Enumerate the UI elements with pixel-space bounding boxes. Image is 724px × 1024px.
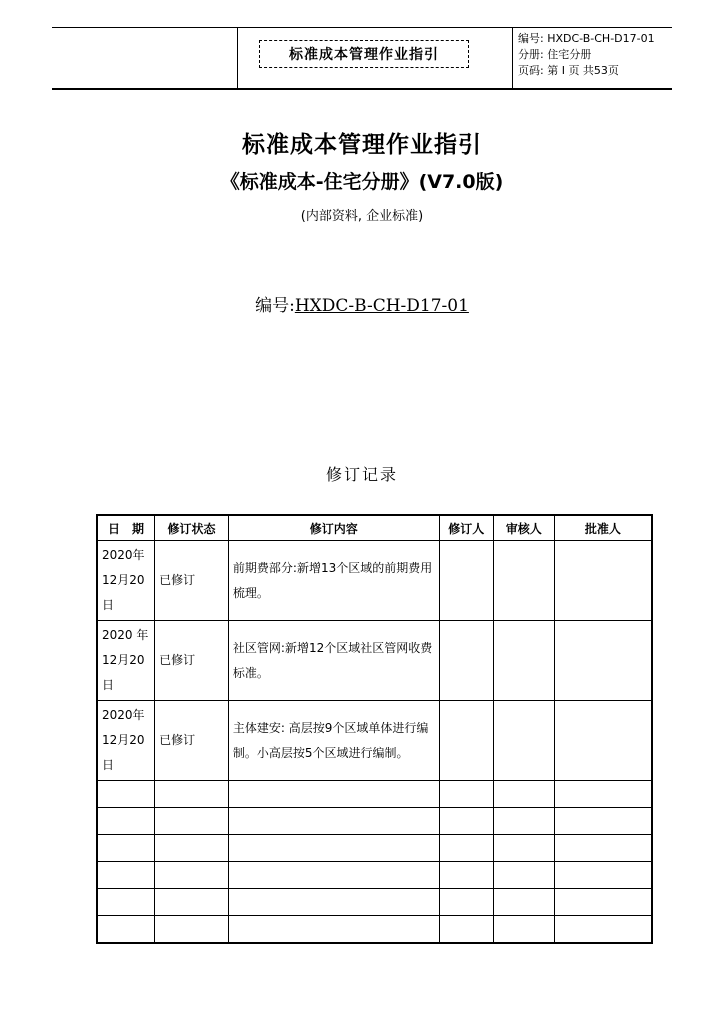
table-row-blank [97, 862, 652, 889]
table-row-blank [97, 835, 652, 862]
revision-table [96, 514, 653, 944]
table-row-blank [97, 916, 652, 944]
cell-auditor [493, 621, 554, 701]
cell-date: 2020年12月20日 [97, 701, 155, 781]
cell-status: 已修订 [155, 541, 229, 621]
document-code [0, 291, 724, 316]
cell-auditor [493, 541, 554, 621]
cell-approver [554, 541, 652, 621]
header-page: 页码: 第 I 页 共53页 [518, 64, 619, 77]
cell-date: 2020 年12月20日 [97, 621, 155, 701]
header-code: 编号: HXDC-B-CH-D17-01 [518, 32, 655, 45]
document-subtitle: 《标准成本-住宅分册》(V7.0版) [220, 171, 504, 193]
header-top-rule [52, 27, 672, 28]
cell-status: 已修订 [155, 701, 229, 781]
header-doc-title: 标准成本管理作业指引 [259, 40, 469, 68]
cell-status: 已修订 [155, 621, 229, 701]
table-row [97, 701, 652, 781]
header-bottom-rule [52, 88, 672, 90]
table-row [97, 541, 652, 621]
cell-approver [554, 701, 652, 781]
col-reviser: 修订人 [439, 515, 493, 541]
header-divider [237, 27, 238, 88]
table-row-blank [97, 808, 652, 835]
cell-content: 社区管网:新增12个区域社区管网收费标准。 [228, 621, 439, 701]
revision-heading: 修订记录 [325, 465, 398, 484]
document-title: 标准成本管理作业指引 [242, 132, 482, 158]
col-content: 修订内容 [228, 515, 439, 541]
col-status: 修订状态 [155, 515, 229, 541]
cell-content: 主体建安: 高层按9个区域单体进行编制。小高层按5个区域进行编制。 [228, 701, 439, 781]
col-date: 日 期 [97, 515, 155, 541]
table-row-blank [97, 889, 652, 916]
cell-approver [554, 621, 652, 701]
header-meta [518, 31, 655, 79]
header-volume: 分册: 住宅分册 [518, 48, 592, 61]
col-auditor: 审核人 [493, 515, 554, 541]
table-row-blank [97, 781, 652, 808]
document-code-value: HXDC-B-CH-D17-01 [294, 296, 469, 316]
cell-reviser [439, 701, 493, 781]
cell-reviser [439, 541, 493, 621]
header-divider [512, 27, 513, 88]
table-row [97, 621, 652, 701]
cell-auditor [493, 701, 554, 781]
cell-date: 2020年12月20日 [97, 541, 155, 621]
document-code-label: 编号: [255, 296, 295, 316]
col-approver: 批准人 [554, 515, 652, 541]
cell-reviser [439, 621, 493, 701]
revision-header-row [97, 515, 652, 541]
document-note: (内部资料, 企业标准) [300, 209, 424, 224]
cell-content: 前期费部分:新增13个区域的前期费用梳理。 [228, 541, 439, 621]
